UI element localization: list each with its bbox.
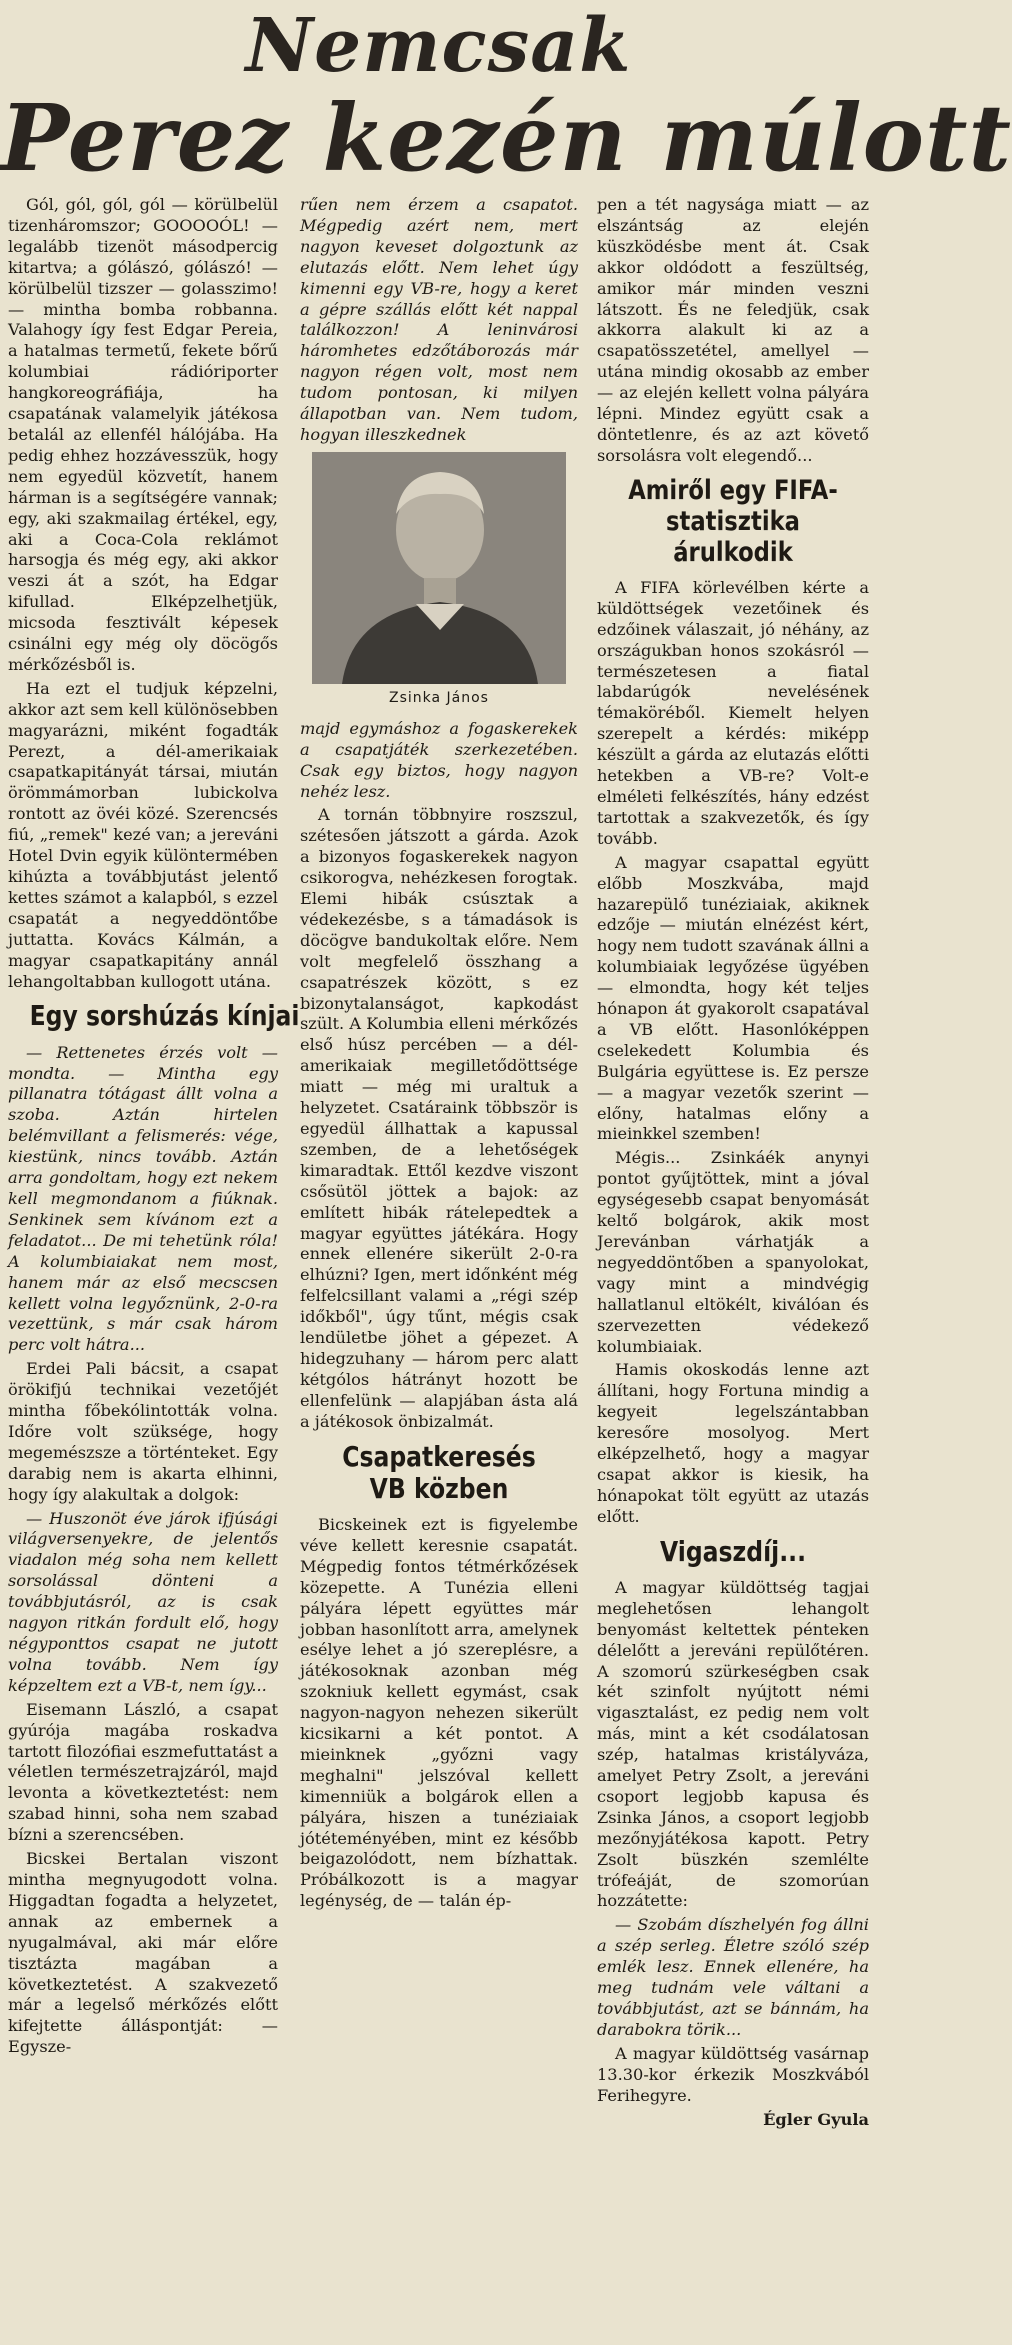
paragraph: Hamis okoskodás lenne azt állítani, hogy Fortuna mindig a kegyeit legelszántabban keresőre mosolyog. Mert elképzelhető, hogy a magyar csapat akkor is kiesik, ha hónapokat tölt együtt az utazás előtt.	[597, 1360, 869, 1526]
portrait-illustration	[312, 452, 566, 684]
subheading: Amiről egy FIFA-statisztika árulkodik	[628, 474, 838, 568]
subheading: Vigaszdíj...	[659, 1534, 807, 1568]
column-3	[597, 195, 869, 2133]
headline-line-2: Perez kezén múlott	[0, 84, 1012, 192]
paragraph: — Szobám díszhelyén fog állni a szép serleg. Életre szóló szép emlék lesz. Ennek ellenére, ha meg tudnám vele váltani a továbbjutást, azt se bánnám, ha darabokra törik...	[597, 1915, 869, 2039]
subheading: Egy sorshúzás kínjai	[29, 999, 300, 1033]
paragraph: Bicskei Bertalan viszont mintha megnyugodott volna. Higgadtan fogadta a helyzetet, annak az embernek a nyugalmával, aki már előre tisztázta magában a következtetést. A szakvezető már a legelső mérkőzés előtt kifejtette álláspontját: — Egysze-	[8, 1849, 278, 2057]
subheading: Csapatkeresés VB közben	[342, 1439, 536, 1505]
paragraph: — Huszonöt éve járok ifjúsági világversenyekre, de jelentős viadalon még soha nem kellett sorsolással dönteni a továbbjutásról, az is csak nagyon ritkán fordult elő, hogy négyponttos csapat ne jutott volna tovább. Nem így képzeltem ezt a VB-t, nem így...	[8, 1508, 278, 1695]
paragraph: Ha ezt el tudjuk képzelni, akkor azt sem kell különösebben magyarázni, miként fogadták Perezt, a dél-amerikaiak csapatkapitányát társai, miután örömmámorban lubickolva rontott az övéi közé. Szerencsés fiú, „remek" kezé van; a jereváni Hotel Dvin egyik különtermében kihúzta a továbbjutást jelentő kettes számot a kalapból, s ezzel csapatát a negyeddöntőbe juttatta. Kovács Kálmán, a magyar csapatkapitány annál lehangoltabban kullogott utána.	[8, 678, 278, 991]
paragraph: A tornán többnyire roszszul, szétesően játszott a gárda. Azok a bizonyos fogaskerekek nagyon csikorogva, nehézkesen forogtak. Elemi hibák csúsztak a védekezésbe, s a támadások is döcögve bandukoltak előre. Nem volt megfelelő összhang a csapatrészek között, s ez bizonytalanságot, kapkodást szült. A Kolumbia elleni mérkőzés első húsz percében — a dél-amerikaiak megilletődöttsége miatt — még mi uraltuk a helyzetet. Csatáraink többször is egyedül állhattak a kapussal szemben, de a lehetőségek kimaradtak. Ettől kezdve viszont csősütöl jöttek a bajok: az említett hibák rátelepedtek a magyar együttes játékára. Hogy ennek ellenére sikerült 2-0-ra elhúzni? Igen, mert időnként még felfelcsillant valami a „régi szép időkből", úgy tűnt, mégis csak lendületbe jöhet a gépezet. A hidegzuhany — három perc alatt kétgólos hátrányt hozott be ellenfelünk — alapjában ásta alá a játékosok önbizalmát.	[300, 805, 578, 1431]
paragraph: majd egymáshoz a fogaskerekek a csapatjáték szerkezetében. Csak egy biztos, hogy nagyon nehéz lesz.	[300, 718, 578, 801]
player-photo	[312, 452, 566, 684]
paragraph: A FIFA körlevélben kérte a küldöttségek vezetőinek és edzőinek válaszait, jó néhány, az országukban honos szokásról — természetesen a fiatal labdarúgók nevelésének témaköréből. Kiemelt helyen szerepelt a kérdés: miképp készült a gárda az elutazás előtti hetekben a VB-re? Volt-e elméleti felkészítés, hány edzést tartottak a szakvezetők, és így tovább.	[597, 577, 869, 848]
headline-line-1: Nemcsak	[245, 3, 632, 89]
paragraph: rűen nem érzem a csapatot. Mégpedig azért nem, mert nagyon keveset dolgoztunk az elutazás előtt. Nem lehet úgy kimenni egy VB-re, hogy a keret a gépre szállás előtt két nappal találkozzon! A leninvárosi háromhetes edzőtáborozás már nagyon régen volt, most nem tudom pontosan, ki milyen állapotban van. Nem tudom, hogyan illeszkednek	[300, 195, 578, 444]
paragraph: Mégis... Zsinkáék anynyi pontot gyűjtöttek, mint a jóval egységesebb csapat benyomását keltő bolgárok, akik most Jerevánban várhatják a negyeddöntőben a spanyolokat, vagy mint a mindvégig hallatlanul eltökélt, kiválóan és szervezetten védekező kolumbiaiak.	[597, 1148, 869, 1356]
paragraph: Bicskeinek ezt is figyelembe véve kellett keresnie csapatát. Mégpedig fontos tétmérkőzések közepette. A Tunézia elleni pályára lépett együttes már jobban hasonlított arra, amelynek esélye lehet a jó szereplésre, a játékosoknak azonban még szokniuk kellett egymást, csak nagyon-nagyon nehezen sikerült kicsikarni a két pontot. A mieinknek „győzni vagy meghalni" jelszóval kellett kimenniük a bolgárok ellen a pályára, hiszen a tunéziaiak jótéteményében, mint ez később beigazolódott, nem bízhattak. Próbálkozott is a magyar legénység, de — talán ép-	[300, 1514, 578, 1911]
paragraph: Gól, gól, gól, gól — körülbelül tizenháromszor; GOOOOÓL! — legalább tizenöt másodpercig kitartva; a gólászó, gólászó! — körülbelül tizszer — golasszimo! — mintha bomba robbanna. Valahogy így fest Edgar Pereia, a hatalmas termetű, fekete bőrű kolumbiai rádióriporter hangkoreográfiája, ha csapatának valamelyik játékosa betalál az ellenfél hálójába. Ha pedig ehhez hozzávesszük, hogy nem egyedül közvetít, hanem hárman is a segítségére vannak; egy, aki szakmailag értékel, egy, aki a Coca-Cola reklámot harsogja és még egy, aki akkor veszi át a szót, ha Edgar kifullad. Elképzelhetjük, micsoda fesztivált képesek csinálni egy még oly döcögős mérkőzésből is.	[8, 195, 278, 674]
column-2	[300, 195, 578, 1915]
paragraph: pen a tét nagysága miatt — az elszántság az elején küszködésbe ment át. Csak akkor oldódott a feszültség, amikor már minden veszni látszott. És ne feledjük, csak akkorra alakult ki az a csapatösszetétel, amellyel — utána mindig okosabb az ember — az elején kellett volna pályára lépni. Mindez együtt csak a döntetlenre, és az azt követő sorsolásra volt elegendő...	[597, 195, 869, 465]
paragraph: A magyar küldöttség tagjai meglehetősen lehangolt benyomást keltettek pénteken délelőtt a jereváni repülőtéren. A szomorú szürkeségben csak két szinfolt nyújtott némi vigasztalást, ez pedig nem volt más, mint a két csodálatosan szép, hatalmas kristályváza, amelyet Petry Zsolt, a jereváni csoport legjobb kapusa és Zsinka János, a csoport legjobb mezőnyjátékosa kapott. Petry Zsolt büszkén szemlélte trófeáját, de szomorúan hozzátette:	[597, 1577, 869, 1911]
paragraph: Eisemann László, a csapat gyúrója magába roskadva tartott filozófiai eszmefuttatást a véletlen természetrajzáról, majd levonta a következtetést: nem szabad hinni, soha nem szabad bízni a szerencsében.	[8, 1699, 278, 1845]
paragraph: A magyar küldöttség vasárnap 13.30-kor érkezik Moszkvából Ferihegyre.	[597, 2043, 869, 2105]
author-signature: Égler Gyula	[763, 2109, 869, 2129]
paragraph: A magyar csapattal együtt előbb Moszkvába, majd hazarepülő tunéziaiak, akiknek edzője — miután elnézést kért, hogy nem tudott szavának állni a kolumbiaiak legyőzése ügyében — elmondta, hogy két teljes hónapon át gyakorolt csapatával a VB előtt. Hasonlóképpen cselekedett Kolumbia és Bulgária együttese is. Ez persze — a magyar vezetők szerint — előny, hatalmas előny a mieinkkel szemben!	[597, 852, 869, 1144]
column-1	[8, 195, 300, 2061]
paragraph: — Rettenetes érzés volt — mondta. — Mintha egy pillanatra tótágast állt volna a szoba. Aztán hirtelen belémvillant a felismerés: vége, kiestünk, nincs tovább. Aztán arra gondoltam, hogy ezt nekem kell megmondanom a fiúknak. Senkinek sem kívánom ezt a feladatot... De mi tehetünk róla! A kolumbiaiakat nem most, hanem már az első mecscsen kellett volna legyőznünk, 2-0-ra vezettünk, s már csak három perc volt hátra...	[8, 1042, 278, 1355]
paragraph: Erdei Pali bácsit, a csapat örökifjú technikai vezetőjét mintha főbekólintották volna. Időre volt szüksége, hogy megemészsze a történteket. Egy darabig nem is akarta elhinni, hogy így alakultak a dolgok:	[8, 1359, 278, 1504]
photo-caption: Zsinka János	[389, 689, 489, 706]
